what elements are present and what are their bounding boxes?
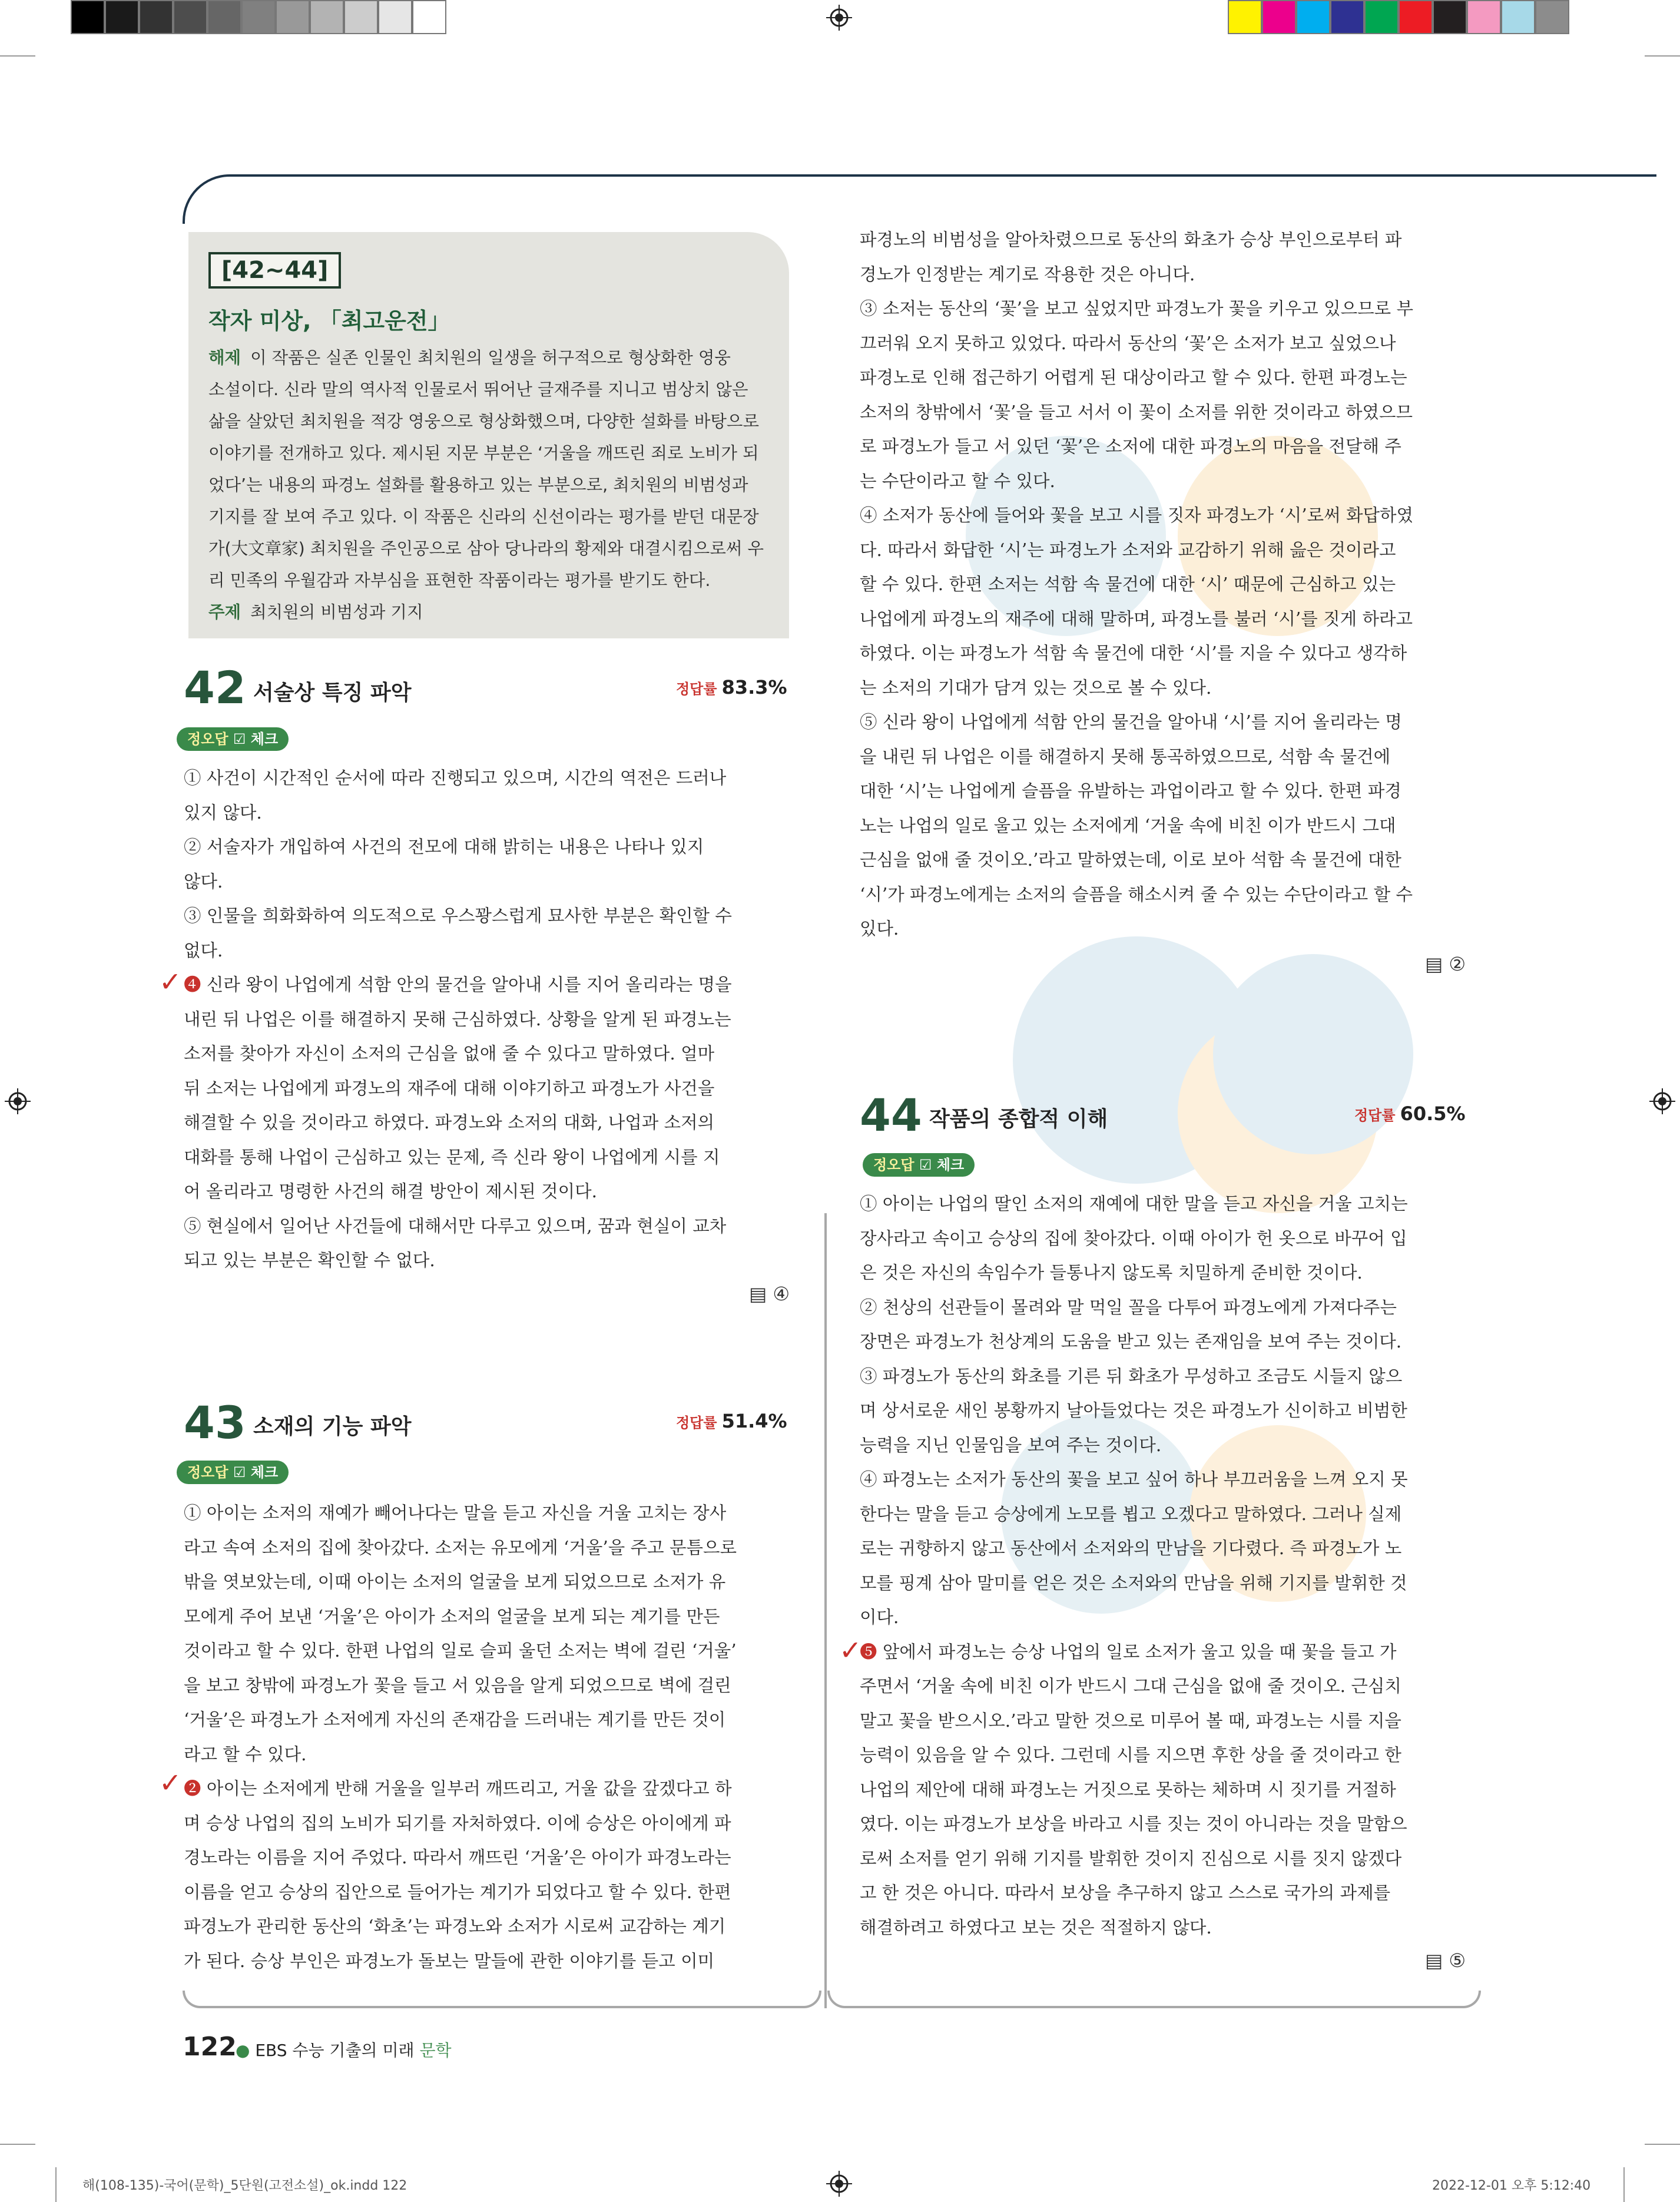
crop-mark [1645, 55, 1680, 57]
file-slug: 해(108-135)-국어(문학)_5단원(고전소설)_ok.indd 122 [82, 2178, 407, 2193]
text-line: 노는 나업의 일로 울고 있는 소저에게 ‘거울 속에 비친 이가 반드시 그대 [860, 815, 1396, 836]
question-title-44: 작품의 종합적 이해 [929, 1107, 1108, 1131]
text-line: 가 된다. 승상 부인은 파경노가 돌보는 말들에 관한 이야기를 듣고 이미 [184, 1951, 715, 1971]
text-line: 한다는 말을 듣고 승상에게 노모를 뵙고 오겠다고 말하였다. 그러나 실제 [860, 1504, 1402, 1524]
rate-label: 정답률 [1354, 1107, 1396, 1124]
color-swatch [241, 0, 276, 34]
column-divider [824, 1213, 827, 2008]
text-line: 파경노가 관리한 동산의 ‘화초’는 파경노와 소저가 시로써 교감하는 계기 [184, 1916, 726, 1936]
work-summary-box [188, 232, 789, 638]
text-line: 모에게 주어 보낸 ‘거울’은 아이가 소저의 얼굴을 보게 되는 계기를 만든 [184, 1606, 720, 1627]
question-number-42: 42 [184, 661, 246, 714]
text-line: 말고 꽃을 받으시오.’라고 말한 것으로 미루어 볼 때, 파경노는 시를 지을 [860, 1710, 1401, 1731]
text-line: ⑤ 신라 왕이 나업에게 석함 안의 물건을 알아내 ‘시’를 지어 올리라는 명 [860, 712, 1402, 732]
color-swatch [71, 0, 105, 34]
color-swatch [207, 0, 241, 34]
registration-mark-icon [5, 1088, 31, 1114]
text-line: ❷ 아이는 소저에게 반해 거울을 일부러 깨뜨리고, 거울 값을 갚겠다고 하 [184, 1779, 732, 1799]
text-line: ❺ 앞에서 파경노는 승상 나업의 일로 소저가 울고 있을 때 꽃을 들고 가 [860, 1641, 1397, 1662]
text-line: ② 서술자가 개입하여 사건의 전모에 대해 밝히는 내용은 나타나 있지 [184, 837, 704, 857]
color-swatch [1535, 0, 1569, 34]
text-line: 로써 소저를 얻기 위해 기지를 발휘한 것이지 진심으로 시를 짓지 않겠다 [860, 1848, 1402, 1869]
text-line: 해결하려고 하였다고 보는 것은 적절하지 않다. [860, 1917, 1212, 1938]
work-title: 작자 미상, 「최고운전」 [208, 308, 450, 334]
correct-choice-marker: ❷ [184, 1779, 201, 1799]
text-line: 파경노로 인해 접근하기 어렵게 된 대상이라고 할 수 있다. 한편 파경노는 [860, 367, 1407, 388]
haeje-label: 해제 [208, 348, 241, 367]
summary-line: 삶을 살았던 최치원을 적강 영웅으로 형상화했으며, 다양한 설화를 바탕으로 [208, 412, 759, 431]
subject-name: 문학 [419, 2041, 452, 2060]
correct-check-icon: ✓ [159, 966, 182, 998]
text-line: 로는 귀향하지 않고 동산에서 소저와의 만남을 기다렸다. 즉 파경노가 노 [860, 1538, 1402, 1558]
text-line: 없다. [184, 940, 223, 961]
text-line: 장사라고 속이고 승상의 집에 찾아갔다. 이때 아이가 헌 옷으로 바꾸어 입 [860, 1228, 1407, 1249]
text-line: ① 사건이 시간적인 순서에 따라 진행되고 있으며, 시간의 역전은 드러나 [184, 768, 727, 788]
text-line: 은 것은 자신의 속임수가 들통나지 않도록 치밀하게 준비한 것이다. [860, 1263, 1363, 1283]
text-line: ① 아이는 소저의 재예가 빼어나다는 말을 듣고 자신을 거울 고치는 장사 [184, 1503, 727, 1523]
text-line: 밖을 엿보았는데, 이때 아이는 소저의 얼굴을 보게 되었으므로 소저가 유 [184, 1572, 726, 1592]
text-line: 을 보고 창밖에 파경노가 꽃을 들고 서 있음을 알게 되었으므로 벽에 걸린 [184, 1675, 731, 1696]
text-line: ‘시’가 파경노에게는 소저의 슬픔을 해소시켜 줄 수 있는 수단이라고 할 수 [860, 884, 1413, 905]
color-swatch [276, 0, 310, 34]
text-line: 며 상서로운 새인 봉황까지 날아들었다는 것은 파경노가 신이하고 비범한 [860, 1400, 1407, 1420]
rate-label: 정답률 [676, 681, 717, 697]
text-line: ④ 소저가 동산에 들어와 꽃을 보고 시를 짓자 파경노가 ‘시’로써 화답하였 [860, 505, 1413, 525]
registration-mark-icon [826, 2171, 852, 2197]
badge-label: 정오답 [187, 1464, 228, 1481]
text-line: ③ 인물을 희화화하여 의도적으로 우스꽝스럽게 묘사한 부분은 확인할 수 [184, 906, 732, 926]
summary-line: 소설이다. 신라 말의 역사적 인물로서 뛰어난 글재주를 지니고 범상치 않은 [208, 380, 748, 399]
text-line: 근심을 없애 줄 것이오.’라고 말하였는데, 이로 보아 석함 속 물건에 대한 [860, 850, 1401, 870]
explanation-44 [860, 1187, 1469, 1945]
answer-book-icon: ▤ [749, 1283, 767, 1305]
text-line: 대화를 통해 나업이 근심하고 있는 문제, 즉 신라 왕이 나업에게 시를 지 [184, 1147, 720, 1167]
text-line: 능력이 있음을 알 수 있다. 그런데 시를 지으면 후한 상을 줄 것이라고 한 [860, 1745, 1401, 1765]
text-line: 능력을 지닌 인물임을 보여 주는 것이다. [860, 1435, 1162, 1455]
crop-mark [55, 2167, 57, 2202]
text-line: 있다. [860, 919, 899, 939]
badge-check-label: 체크 [250, 731, 279, 747]
summary-line: 가(大文章家) 최치원을 주인공으로 삼아 당나라의 황제와 대결시킴으로써 우 [208, 539, 764, 558]
text-line: 않다. [184, 871, 223, 892]
text-line: 였다. 이는 파경노가 보상을 바라고 시를 짓는 것이 아니라는 것을 말함으 [860, 1814, 1407, 1834]
color-swatch [378, 0, 412, 34]
text-line: 해결할 수 있을 것이라고 하였다. 파경노와 소저의 대화, 나업과 소저의 [184, 1112, 715, 1133]
rate-value: 83.3% [721, 676, 787, 698]
text-line: ③ 소저는 동산의 ‘꽃’을 보고 싶었지만 파경노가 꽃을 키우고 있으므로 부 [860, 299, 1413, 319]
text-line: 장면은 파경노가 천상계의 도움을 받고 있는 존재임을 보여 주는 것이다. [860, 1332, 1402, 1352]
text-line: 경노라는 이름을 지어 주었다. 따라서 깨뜨린 ‘거울’은 아이가 파경노라는 [184, 1847, 731, 1867]
correct-check-icon: ✓ [839, 1634, 862, 1666]
series-name: EBS 수능 기출의 미래 [255, 2041, 415, 2060]
answer-check-badge: 정오답 ☑ 체크 [177, 1461, 289, 1484]
crop-mark [1645, 2144, 1680, 2145]
text-line: 라고 할 수 있다. [184, 1744, 307, 1764]
answer-43 [1425, 953, 1466, 975]
text-line: 있지 않다. [184, 802, 262, 823]
correct-choice-marker: ❹ [184, 975, 201, 995]
page-number: 122 [183, 2032, 237, 2062]
answer-value: ② [1449, 953, 1466, 975]
text-line: 할 수 있다. 한편 소저는 석함 속 물건에 대한 ‘시’ 때문에 근심하고 있는 [860, 574, 1396, 594]
color-swatch [1262, 0, 1296, 34]
color-swatch [344, 0, 378, 34]
color-swatch [1433, 0, 1467, 34]
text-line: 대한 ‘시’는 나업에게 슬픔을 유발하는 과업이라고 할 수 있다. 한편 파경 [860, 781, 1401, 801]
correct-rate-42 [676, 676, 787, 698]
badge-label: 정오답 [187, 731, 228, 747]
text-line: 것이라고 할 수 있다. 한편 나업의 일로 슬피 울던 소저는 벽에 걸린 ‘거울’ [184, 1641, 737, 1661]
color-swatch [1364, 0, 1399, 34]
series-title: ● EBS 수능 기출의 미래 문학 [236, 2041, 452, 2060]
summary-line: 기지를 잘 보여 주고 있다. 이 작품은 신라의 신선이라는 평가를 받던 대문장 [208, 507, 759, 527]
juje-label: 주제 [208, 602, 241, 622]
question-number-44: 44 [860, 1089, 922, 1141]
text-line: ⑤ 현실에서 일어난 사건들에 대해서만 다루고 있으며, 꿈과 현실이 교차 [184, 1216, 727, 1236]
crop-mark [0, 2144, 35, 2145]
crop-mark [0, 55, 35, 57]
color-swatch [1399, 0, 1433, 34]
summary-line: 리 민족의 우월감과 자부심을 표현한 작품이라는 평가를 받기도 한다. [208, 571, 711, 590]
answer-value: ④ [773, 1283, 790, 1305]
crop-mark [1623, 2167, 1625, 2202]
rate-value: 51.4% [721, 1410, 787, 1432]
text-line: 소저를 찾아가 자신이 소저의 근심을 없애 줄 수 있다고 말하였다. 얼마 [184, 1044, 715, 1064]
badge-check-label: 체크 [250, 1464, 279, 1481]
text-line: ❹ 신라 왕이 나업에게 석함 안의 물건을 알아내 시를 지어 올리라는 명을 [184, 975, 732, 995]
text-line: 고 한 것은 아니다. 따라서 보상을 추구하지 않고 스스로 국가의 과제를 [860, 1883, 1391, 1903]
gray-swatch-bar [71, 0, 446, 34]
explanation-43-continued [860, 223, 1469, 946]
color-swatch [310, 0, 344, 34]
explanation-43 [184, 1496, 790, 1978]
text-line: 뒤 소저는 나업에게 파경노의 재주에 대해 이야기하고 파경노가 사건을 [184, 1078, 715, 1098]
text-line: 하였다. 이는 파경노가 석함 속 물건에 대한 ‘시’를 지을 수 있다고 생각하 [860, 643, 1407, 663]
text-line: 며 승상 나업의 집의 노비가 되기를 자처하였다. 이에 승상은 아이에게 파 [184, 1813, 731, 1833]
summary-line: 이 작품은 실존 인물인 최치원의 일생을 허구적으로 형상화한 영웅 [250, 348, 731, 367]
correct-rate-43 [676, 1410, 787, 1432]
explanation-42 [184, 761, 790, 1278]
badge-label: 정오답 [873, 1157, 914, 1173]
correct-check-icon: ✓ [159, 1767, 182, 1799]
answer-42 [749, 1283, 790, 1305]
rate-value: 60.5% [1400, 1102, 1466, 1125]
text-line: 는 수단이라고 할 수 있다. [860, 471, 1055, 491]
answer-value: ⑤ [1449, 1949, 1466, 1972]
registration-mark-icon [826, 5, 852, 31]
date-slug: 2022-12-01 오후 5:12:40 [1432, 2178, 1591, 2193]
answer-check-badge: 정오답 ☑ 체크 [177, 727, 289, 751]
color-swatch [173, 0, 207, 34]
theme-text: 최치원의 비범성과 기지 [250, 602, 423, 622]
text-line: 나업에게 파경노의 재주에 대해 말하며, 파경노를 불러 ‘시’를 짓게 하라고 [860, 608, 1413, 629]
color-swatch [139, 0, 173, 34]
text-line: 이다. [860, 1607, 899, 1627]
text-line: ④ 파경노는 소저가 동산의 꽃을 보고 싶어 하나 부끄러움을 느껴 오지 못 [860, 1469, 1408, 1489]
rate-label: 정답률 [676, 1415, 717, 1431]
correct-choice-marker: ❺ [860, 1641, 877, 1662]
answer-44 [1425, 1949, 1466, 1972]
text-line: 경노가 인정받는 계기로 작용한 것은 아니다. [860, 264, 1195, 284]
text-line: 모를 핑계 삼아 말미를 얻은 것은 소저와의 만남을 위해 기지를 발휘한 것 [860, 1572, 1407, 1593]
answer-book-icon: ▤ [1425, 953, 1443, 975]
text-line: ② 천상의 선관들이 몰려와 말 먹일 꼴을 다투어 파경노에게 가져다주는 [860, 1297, 1397, 1317]
summary-line: 었다’는 내용의 파경노 설화를 활용하고 있는 부분으로, 최치원의 비범성과 [208, 475, 748, 495]
page-frame-top [183, 174, 1656, 224]
color-swatch [105, 0, 139, 34]
color-swatch-bar [1228, 0, 1569, 34]
text-line: 나업의 제안에 대해 파경노는 거짓으로 못하는 체하며 시 짓기를 거절하 [860, 1779, 1396, 1800]
color-swatch [1296, 0, 1330, 34]
question-range-tag: [42~44] [208, 252, 341, 289]
text-line: 끄러워 오지 못하고 있었다. 따라서 동산의 ‘꽃’은 소저가 보고 싶었으나 [860, 333, 1396, 353]
color-swatch [1330, 0, 1364, 34]
text-line: 주면서 ‘거울 속에 비친 이가 반드시 그대 근심을 없애 줄 것이오. 근심치 [860, 1676, 1401, 1696]
text-line: 다. 따라서 화답한 ‘시’는 파경노가 소저와 교감하기 위해 읊은 것이라고 [860, 539, 1396, 560]
text-line: 는 소저의 기대가 담겨 있는 것으로 볼 수 있다. [860, 677, 1212, 698]
left-column-bottom-frame [183, 1991, 821, 2008]
answer-check-badge: 정오답 ☑ 체크 [863, 1153, 975, 1177]
text-line: ‘거울’은 파경노가 소저에게 자신의 존재감을 드러내는 계기를 만든 것이 [184, 1710, 726, 1730]
text-line: 이름을 얻고 승상의 집안으로 들어가는 계기가 되었다고 할 수 있다. 한편 [184, 1882, 731, 1902]
right-column-bottom-frame [827, 1991, 1481, 2008]
question-number-43: 43 [184, 1396, 246, 1449]
text-line: 소저의 창밖에서 ‘꽃’을 들고 서서 이 꽃이 소저를 위한 것이라고 하였으므 [860, 402, 1413, 422]
correct-rate-44 [1354, 1102, 1466, 1125]
summary-line: 이야기를 전개하고 있다. 제시된 지문 부분은 ‘거울을 깨뜨린 죄로 노비가 되 [208, 443, 759, 463]
summary-commentary [208, 342, 769, 628]
question-title-43: 소재의 기능 파악 [253, 1415, 412, 1439]
text-line: 되고 있는 부분은 확인할 수 없다. [184, 1250, 435, 1270]
answer-book-icon: ▤ [1425, 1949, 1443, 1972]
text-line: ① 아이는 나업의 딸인 소저의 재예에 대한 말을 듣고 자신을 거울 고치는 [860, 1194, 1408, 1214]
question-title-42: 서술상 특징 파악 [253, 681, 412, 705]
text-line: 을 내린 뒤 나업은 이를 해결하지 못해 통곡하였으므로, 석함 속 물건에 [860, 746, 1391, 767]
text-line: 어 올리라고 명령한 사건의 해결 방안이 제시된 것이다. [184, 1181, 597, 1201]
text-line: ③ 파경노가 동산의 화초를 기른 뒤 화초가 무성하고 조금도 시들지 않으 [860, 1366, 1403, 1386]
text-line: 라고 속여 소저의 집에 찾아갔다. 소저는 유모에게 ‘거울’을 주고 문틈으로 [184, 1537, 737, 1558]
color-swatch [1501, 0, 1535, 34]
color-swatch [1467, 0, 1501, 34]
text-line: 로 파경노가 들고 서 있던 ‘꽃’은 소저에 대한 파경노의 마음을 전달해 주 [860, 436, 1401, 456]
text-line: 내린 뒤 나업은 이를 해결하지 못해 근심하였다. 상황을 알게 된 파경노는 [184, 1009, 731, 1029]
registration-mark-icon [1649, 1088, 1675, 1114]
text-line: 파경노의 비범성을 알아차렸으므로 동산의 화초가 승상 부인으로부터 파 [860, 230, 1402, 250]
badge-check-label: 체크 [936, 1157, 965, 1173]
color-swatch [1228, 0, 1262, 34]
color-swatch [412, 0, 446, 34]
